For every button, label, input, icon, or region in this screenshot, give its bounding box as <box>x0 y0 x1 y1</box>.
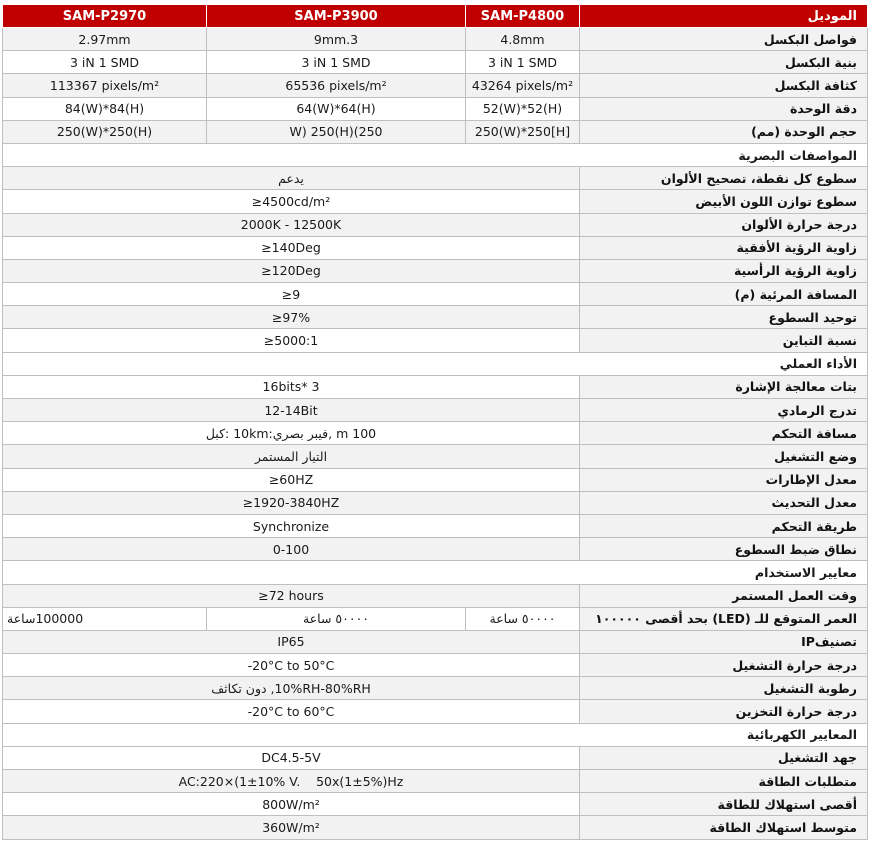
cell-value: ≥1920-3840HZ <box>3 491 580 514</box>
spec-row <box>3 236 868 259</box>
cell-p4800: 52(W)*52(H) <box>466 97 580 120</box>
row-label: توحيد السطوع <box>580 306 868 329</box>
spec-row <box>3 793 868 816</box>
cell-p2970: 3 iN 1 SMD <box>3 51 207 74</box>
spec-row-structure <box>3 51 868 74</box>
row-label: درجة حرارة التشغيل <box>580 654 868 677</box>
row-label: تصنيفIP <box>580 630 868 653</box>
cell-p2970: 84(W)*84(H) <box>3 97 207 120</box>
row-label: زاوية الرؤية الرأسية <box>580 259 868 282</box>
row-label: متطلبات الطاقة <box>580 770 868 793</box>
spec-row <box>3 584 868 607</box>
spec-row <box>3 630 868 653</box>
cell-value: AC:220×(1±10% V. 50x(1±5%)Hz <box>3 770 580 793</box>
spec-row <box>3 514 868 537</box>
spec-row <box>3 167 868 190</box>
row-label: كثافة البكسل <box>580 74 868 97</box>
row-label: متوسط استهلاك الطاقة <box>580 816 868 839</box>
row-label: مسافة التحكم <box>580 422 868 445</box>
cell-value: 2000K - 12500K <box>3 213 580 236</box>
row-label: نسبة التباين <box>580 329 868 352</box>
spec-row <box>3 654 868 677</box>
row-label: بنية البكسل <box>580 51 868 74</box>
spec-row-pitch <box>3 28 868 51</box>
spec-row <box>3 329 868 352</box>
cell-value: التيار المستمر <box>3 445 580 468</box>
cell-value: ≥140Deg <box>3 236 580 259</box>
spec-row <box>3 375 868 398</box>
spec-row <box>3 213 868 236</box>
cell-value: 360W/m² <box>3 816 580 839</box>
row-label: درجة حرارة الألوان <box>580 213 868 236</box>
spec-row <box>3 538 868 561</box>
row-label: زاوية الرؤية الأفقية <box>580 236 868 259</box>
cell-value: 800W/m² <box>3 793 580 816</box>
row-label: المسافة المرئية (م) <box>580 283 868 306</box>
row-label: وضع التشغيل <box>580 445 868 468</box>
cell-p4800: 250(W)*250[H] <box>466 120 580 143</box>
cell-value: Synchronize <box>3 514 580 537</box>
cell-value: -20°C to 50°C <box>3 654 580 677</box>
model-label: الموديل <box>580 5 868 28</box>
cell-value: 16bits* 3 <box>3 375 580 398</box>
spec-row <box>3 491 868 514</box>
cell-value: DC4.5-5V <box>3 746 580 769</box>
spec-row-resolution <box>3 97 868 120</box>
cell-p3900: W) 250(H)(250 <box>207 120 466 143</box>
cell-value: ≥5000:1 <box>3 329 580 352</box>
spec-row-density <box>3 74 868 97</box>
row-label: فواصل البكسل <box>580 28 868 51</box>
spec-table <box>2 4 868 840</box>
cell-value: يدعم <box>3 167 580 190</box>
cell-p3900: 3 iN 1 SMD <box>207 51 466 74</box>
section-title: المعايير الكهربائية <box>3 723 868 746</box>
cell-value: ≥120Deg <box>3 259 580 282</box>
cell-value: 12-14Bit <box>3 399 580 422</box>
cell-p3900: 65536 pixels/m² <box>207 74 466 97</box>
cell-p2970: 250(W)*250(H) <box>3 120 207 143</box>
row-label: سطوع كل نقطة، تصحيح الألوان <box>580 167 868 190</box>
cell-value: 0-100 <box>3 538 580 561</box>
spec-row <box>3 700 868 723</box>
spec-row-module-size <box>3 120 868 143</box>
spec-row-lifetime <box>3 607 868 630</box>
spec-row <box>3 468 868 491</box>
cell-p4800: 4.8mm <box>466 28 580 51</box>
cell-p4800: 43264 pixels/m² <box>466 74 580 97</box>
spec-row <box>3 746 868 769</box>
cell-p3900: 64(W)*64(H) <box>207 97 466 120</box>
spec-row <box>3 445 868 468</box>
row-label: درجة حرارة التخزين <box>580 700 868 723</box>
spec-row <box>3 399 868 422</box>
row-label: العمر المتوقع للـ (LED) بحد أقصى ١٠٠٠٠٠ <box>580 607 868 630</box>
cell-p4800: 3 iN 1 SMD <box>466 51 580 74</box>
spec-row <box>3 816 868 839</box>
row-label: تدرج الرمادي <box>580 399 868 422</box>
section-performance <box>3 352 868 375</box>
model-p4800: SAM-P4800 <box>466 5 580 28</box>
spec-sheet <box>2 4 867 840</box>
cell-p2970: 113367 pixels/m² <box>3 74 207 97</box>
row-label: جهد التشغيل <box>580 746 868 769</box>
cell-value: ≥9 <box>3 283 580 306</box>
row-label: أقصى استهلاك للطاقة <box>580 793 868 816</box>
row-label: طريقة التحكم <box>580 514 868 537</box>
model-p3900: SAM-P3900 <box>207 5 466 28</box>
cell-value: ≥97% <box>3 306 580 329</box>
row-label: وقت العمل المستمر <box>580 584 868 607</box>
row-label: بتات معالجة الإشارة <box>580 375 868 398</box>
cell-value: ≥72 hours <box>3 584 580 607</box>
section-title: معايير الاستخدام <box>3 561 868 584</box>
row-label: معدل الإطارات <box>580 468 868 491</box>
row-label: نطاق ضبط السطوع <box>580 538 868 561</box>
header-row <box>3 5 868 28</box>
row-label: معدل التحديث <box>580 491 868 514</box>
section-usage <box>3 561 868 584</box>
cell-p4800: ٥٠٠٠٠ ساعة <box>466 607 580 630</box>
section-title: المواصفات البصرية <box>3 143 868 166</box>
cell-value: IP65 <box>3 630 580 653</box>
cell-value: ≥60HZ <box>3 468 580 491</box>
spec-row <box>3 770 868 793</box>
spec-row <box>3 306 868 329</box>
cell-p2970: 2.97mm <box>3 28 207 51</box>
section-optical <box>3 143 868 166</box>
row-label: سطوع توازن اللون الأبيض <box>580 190 868 213</box>
cell-p3900: 9mm.3 <box>207 28 466 51</box>
spec-row <box>3 677 868 700</box>
row-label: رطوبة التشغيل <box>580 677 868 700</box>
model-p2970: SAM-P2970 <box>3 5 207 28</box>
spec-row <box>3 283 868 306</box>
row-label: حجم الوحدة (مم) <box>580 120 868 143</box>
section-electrical <box>3 723 868 746</box>
section-title: الأداء العملي <box>3 352 868 375</box>
cell-p2970: 100000ساعة <box>3 607 207 630</box>
spec-row <box>3 259 868 282</box>
cell-p3900: ٥٠٠٠٠ ساعة <box>207 607 466 630</box>
spec-row <box>3 422 868 445</box>
spec-row <box>3 190 868 213</box>
cell-value: 100 m ,فيبر بصري:10km :كبل <box>3 422 580 445</box>
row-label: دقة الوحدة <box>580 97 868 120</box>
cell-value: -20°C to 60°C <box>3 700 580 723</box>
cell-value: ≥4500cd/m² <box>3 190 580 213</box>
cell-value: 10%RH-80%RH, دون تكاثف <box>3 677 580 700</box>
